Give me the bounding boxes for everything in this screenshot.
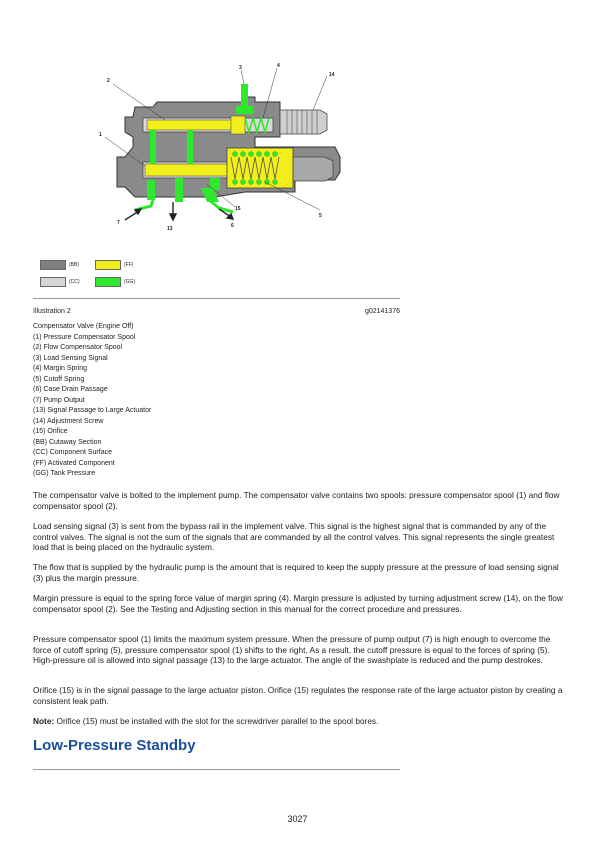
callout-14: 14	[329, 72, 335, 78]
figure-caption	[33, 322, 151, 480]
callout-6: 6	[231, 223, 234, 229]
callout-7: 7	[117, 220, 120, 226]
body-paragraph: Orifice (15) is in the signal passage to the large actuator piston. Orifice (15) regulates the response rate of the large actuator piston by creating a consistent leak path.	[33, 685, 563, 706]
note-text: Orifice (15) must be installed with the slot for the screwdriver parallel to the spool bores.	[54, 716, 379, 726]
caption-item: (3) Load Sensing Signal	[33, 354, 108, 362]
legend-label-bb: (BB)	[69, 262, 79, 268]
divider-bottom	[33, 769, 400, 770]
caption-item: (7) Pump Output	[33, 396, 85, 404]
page-number: 3027	[287, 814, 308, 824]
note-paragraph	[33, 716, 563, 727]
pressure-compensator-spool	[145, 164, 231, 176]
body-paragraph: The compensator valve is bolted to the implement pump. The compensator valve contains two spools: pressure compensator spool (1) and flow compensator spool (2).	[33, 490, 560, 511]
section-heading: Low-Pressure Standby	[33, 737, 196, 754]
legend-label-gg: (GG)	[124, 279, 136, 285]
callout-15: 15	[235, 206, 241, 212]
legend-swatch-gg	[95, 277, 121, 287]
callout-1: 1	[99, 132, 102, 138]
caption-item: (1) Pressure Compensator Spool	[33, 333, 136, 341]
legend-label-ff: (FF)	[124, 262, 134, 268]
caption-item: (2) Flow Compensator Spool	[33, 344, 123, 351]
body-paragraph: Margin pressure is equal to the spring force value of margin spring (4). Margin pressure is adjusted by turning adjustment screw (14), on the flow compensator spool (2). See the Testing and Adjusting section in this manual for the correct procedure and pressures.	[33, 593, 563, 614]
divider-top	[33, 298, 400, 299]
body-paragraph: Load sensing signal (3) is sent from the bypass rail in the implement valve. This signal is the highest signal that is commanded by any of the control valves. The signal is not the sum of the signals that are commanded by all the control valves. This signal represents the single greatest load that is being placed on the hydraulic system.	[33, 521, 555, 552]
caption-item: (4) Margin Spring	[33, 365, 88, 372]
caption-item: (BB) Cutaway Section	[33, 438, 102, 446]
illustration-label: Illustration 2	[33, 308, 71, 315]
legend-swatch-cc	[40, 277, 66, 287]
legend-swatch-bb	[40, 260, 66, 270]
compensator-valve-diagram	[95, 62, 355, 240]
illustration-id: g02141376	[364, 308, 400, 315]
body-paragraph: Pressure compensator spool (1) limits the maximum system pressure. When the pressure of pump output (7) is high enough to overcome the force of cutoff spring (5), pressure compensator spool (1) shifts to the right. As a result, the cutoff pressure is equal to the forces of spring (5). High-pressure oil is allowed into signal passage (13) to the large actuator. The angle of the swashplate is reduced and the pump destrokes.	[33, 634, 551, 665]
caption-item: (FF) Activated Component	[33, 459, 115, 467]
callout-2: 2	[107, 78, 110, 84]
caption-item: (13) Signal Passage to Large Actuator	[33, 407, 152, 414]
caption-item: (6) Case Drain Passage	[33, 386, 108, 393]
caption-item: (CC) Component Surface	[33, 449, 112, 456]
callout-3: 3	[239, 65, 242, 71]
legend-swatch-ff	[95, 260, 121, 270]
caption-item: (GG) Tank Pressure	[33, 470, 96, 477]
caption-title: Compensator Valve (Engine Off)	[33, 323, 134, 330]
caption-item: (14) Adjustment Screw	[33, 417, 104, 425]
note-label: Note:	[33, 716, 55, 726]
callout-13: 13	[167, 226, 173, 232]
caption-item: (5) Cutoff Spring	[33, 375, 85, 383]
callout-5: 5	[319, 213, 322, 219]
flow-compensator-spool	[147, 120, 237, 130]
body-paragraph: The flow that is supplied by the hydraulic pump is the amount that is required to keep the supply pressure at the pressure of load sensing signal (3) plus the margin pressure.	[33, 562, 559, 583]
legend-label-cc: (CC)	[69, 279, 80, 285]
caption-item: (15) Orifice	[33, 428, 68, 435]
callout-4: 4	[277, 63, 280, 69]
